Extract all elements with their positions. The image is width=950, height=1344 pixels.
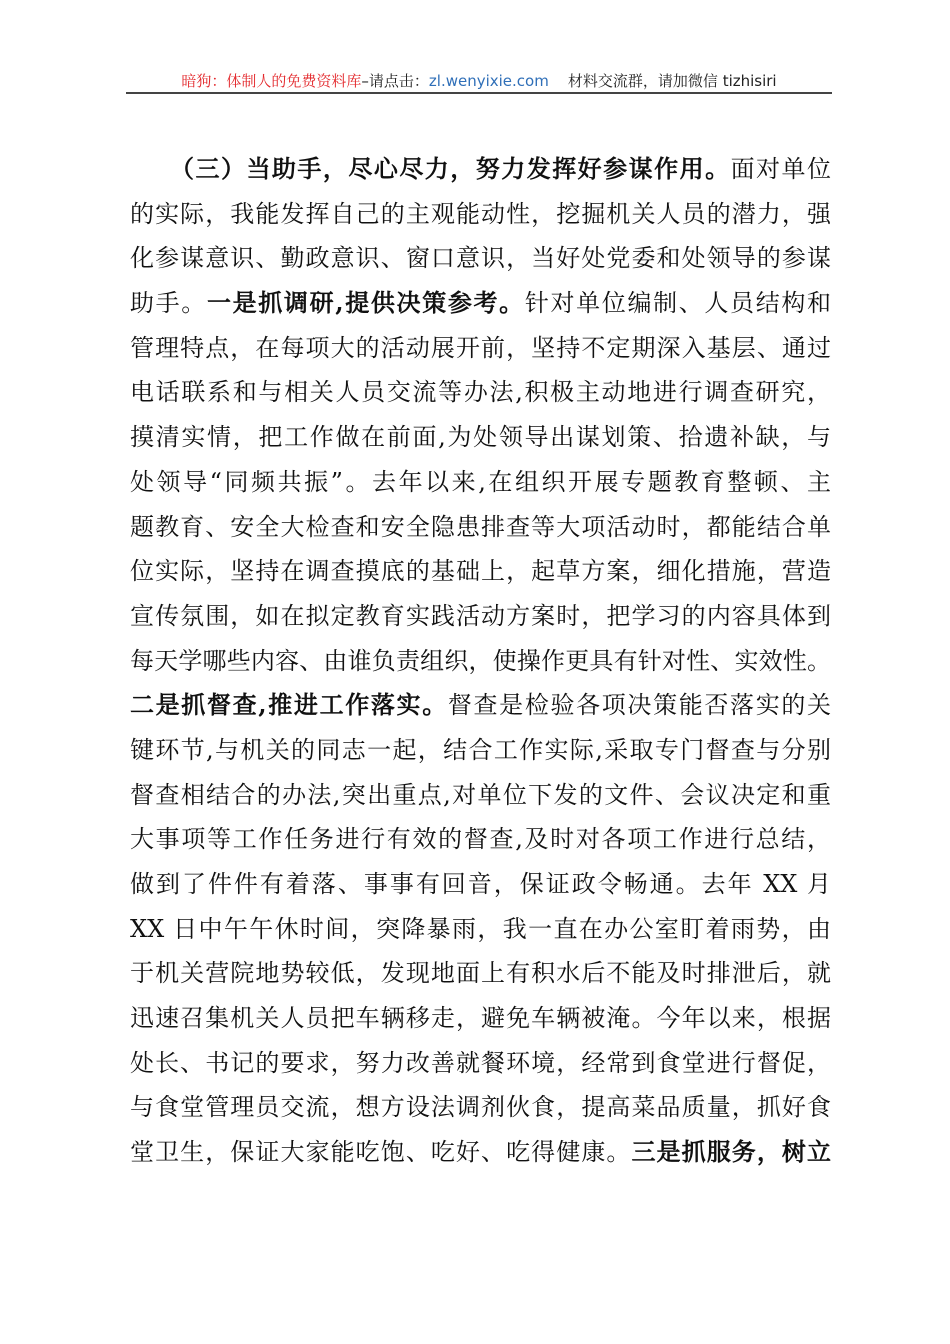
- body-text: 键环节,与机关的同志一起，结合工作实际,采取专门督查与分别: [130, 735, 831, 764]
- body-text: 大事项等工作任务进行有效的督查,及时对各项工作进行总结，: [130, 825, 831, 854]
- text-line: [130, 415, 831, 460]
- body-text: 于机关营院地势较低，发现地面上有积水后不能及时排泄后，就: [130, 959, 831, 988]
- text-line: [130, 326, 831, 371]
- body-text: 位实际，坚持在调查摸底的基础上，起草方案，细化措施，营造: [130, 557, 831, 586]
- body-text: 面对单位: [730, 155, 832, 183]
- body-text: 做到了件件有着落、事事有回音，保证政令畅通。去年 XX 月: [130, 870, 831, 898]
- body-text: 管理特点，在每项大的活动展开前，坚持不定期深入基层、通过: [130, 333, 831, 362]
- document-body: [130, 147, 831, 1175]
- body-text: 督查是检验各项决策能否落实的关: [447, 691, 832, 720]
- bold-heading-text: 二是抓督查,推进工作落实。: [130, 690, 448, 720]
- body-text: 督查相结合的办法,突出重点,对单位下发的文件、会议决定和重: [130, 780, 831, 809]
- text-line: [130, 683, 831, 728]
- text-line: [130, 996, 831, 1041]
- text-line: [130, 862, 831, 907]
- body-text: 堂卫生，保证大家能吃饱、吃好、吃得健康。: [130, 1138, 632, 1167]
- body-text: 处长、书记的要求，努力改善就餐环境，经常到食堂进行督促，: [130, 1048, 831, 1077]
- text-line: [130, 728, 831, 773]
- body-text: 宣传氛围，如在拟定教育实践活动方案时，把学习的内容具体到: [130, 601, 831, 630]
- text-line: [130, 370, 831, 415]
- text-line: [130, 236, 831, 281]
- header-brand: 暗狗：体制人的免费资料库: [181, 72, 362, 90]
- text-line: [130, 817, 831, 862]
- bold-heading-text: 一是抓调研,提供决策参考。: [206, 288, 525, 318]
- text-line: [130, 549, 831, 594]
- header-prompt: –请点击：: [361, 72, 429, 90]
- body-text: 助手。: [130, 289, 207, 318]
- body-text: 迅速召集机关人员把车辆移走，避免车辆被淹。今年以来，根据: [130, 1004, 831, 1033]
- header-link[interactable]: zl.wenyixie.com: [428, 72, 549, 90]
- text-line: [130, 907, 831, 952]
- text-line: [130, 460, 831, 505]
- text-line: [130, 1130, 831, 1175]
- text-line: [130, 281, 831, 326]
- body-text: XX 日中午午休时间，突降暴雨，我一直在办公室盯着雨势，由: [130, 914, 831, 943]
- text-line: [130, 594, 831, 639]
- page-header: [126, 70, 832, 92]
- body-text: 电话联系和与相关人员交流等办法,积极主动地进行调查研究，: [130, 378, 831, 407]
- text-line: [130, 1085, 831, 1130]
- body-text: 的实际，我能发挥自己的主观能动性，挖掘机关人员的潜力，强: [130, 199, 831, 228]
- body-text: 题教育、安全大检查和安全隐患排查等大项活动时，都能结合单: [130, 512, 831, 541]
- text-line: [130, 147, 831, 192]
- body-text: 每天学哪些内容、由谁负责组织，使操作更具有针对性、实效性。: [130, 646, 831, 675]
- body-text: 摸清实情，把工作做在前面,为处领导出谋划策、拾遗补缺，与: [130, 423, 831, 452]
- body-text: 与食堂管理员交流，想方设法调剂伙食，提高菜品质量，抓好食: [130, 1093, 831, 1122]
- bold-heading-text: （三）当助手，尽心尽力，努力发挥好参谋作用。: [170, 154, 731, 183]
- body-text: 化参谋意识、勤政意识、窗口意识，当好处党委和处领导的参谋: [130, 244, 831, 273]
- bold-heading-text: 三是抓服务，树立: [631, 1137, 832, 1167]
- header-contact: 材料交流群，请加微信 tizhisiri: [567, 72, 777, 90]
- header-divider: [126, 92, 832, 94]
- text-line: [130, 773, 831, 818]
- text-line: [130, 1041, 831, 1086]
- body-text: 处领导“同频共振”。去年以来,在组织开展专题教育整顿、主: [130, 467, 831, 496]
- text-line: [130, 192, 831, 237]
- text-line: [130, 639, 831, 684]
- text-line: [130, 951, 831, 996]
- body-text: 针对单位编制、人员结构和: [524, 289, 832, 318]
- text-line: [130, 505, 831, 550]
